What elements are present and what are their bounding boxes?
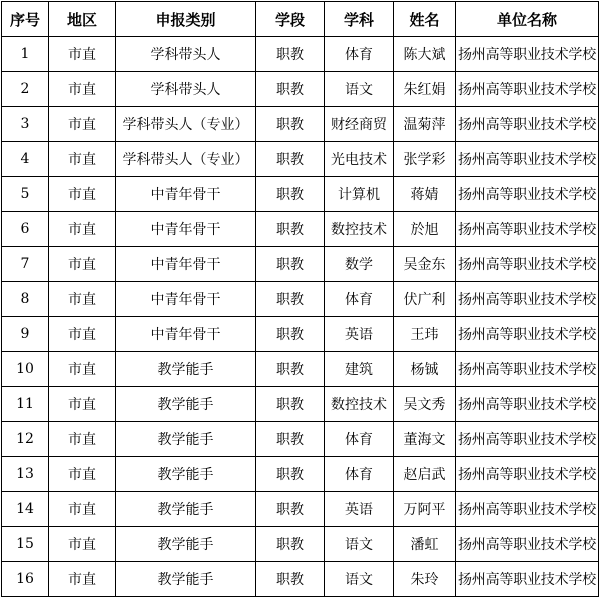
table-row (2, 317, 599, 352)
cell-category: 学科带头人 (116, 72, 256, 107)
cell-index: 11 (2, 387, 49, 422)
cell-category: 中青年骨干 (116, 247, 256, 282)
cell-subject: 计算机 (325, 177, 394, 212)
cell-index: 13 (2, 457, 49, 492)
header-unit: 单位名称 (456, 2, 599, 37)
cell-index: 16 (2, 562, 49, 597)
cell-index: 7 (2, 247, 49, 282)
cell-unit: 扬州高等职业技术学校 (456, 457, 599, 492)
cell-stage: 职教 (256, 247, 325, 282)
cell-stage: 职教 (256, 37, 325, 72)
cell-region: 市直 (49, 562, 116, 597)
cell-subject: 语文 (325, 72, 394, 107)
roster-table (1, 1, 599, 597)
table-row (2, 72, 599, 107)
cell-stage: 职教 (256, 72, 325, 107)
cell-stage: 职教 (256, 142, 325, 177)
cell-unit: 扬州高等职业技术学校 (456, 422, 599, 457)
cell-region: 市直 (49, 247, 116, 282)
cell-stage: 职教 (256, 282, 325, 317)
table-row (2, 107, 599, 142)
cell-stage: 职教 (256, 107, 325, 142)
table-row (2, 247, 599, 282)
table-body (2, 37, 599, 597)
cell-index: 9 (2, 317, 49, 352)
cell-unit: 扬州高等职业技术学校 (456, 177, 599, 212)
table-row (2, 562, 599, 597)
cell-subject: 语文 (325, 562, 394, 597)
cell-index: 12 (2, 422, 49, 457)
cell-region: 市直 (49, 492, 116, 527)
cell-region: 市直 (49, 527, 116, 562)
cell-region: 市直 (49, 422, 116, 457)
table-row (2, 422, 599, 457)
cell-stage: 职教 (256, 177, 325, 212)
table-header (2, 2, 599, 37)
cell-category: 中青年骨干 (116, 317, 256, 352)
table-row (2, 142, 599, 177)
cell-unit: 扬州高等职业技术学校 (456, 72, 599, 107)
header-name: 姓名 (394, 2, 456, 37)
cell-name: 张学彩 (394, 142, 456, 177)
table-row (2, 527, 599, 562)
cell-subject: 语文 (325, 527, 394, 562)
header-region: 地区 (49, 2, 116, 37)
cell-unit: 扬州高等职业技术学校 (456, 317, 599, 352)
cell-index: 14 (2, 492, 49, 527)
cell-region: 市直 (49, 37, 116, 72)
cell-subject: 体育 (325, 422, 394, 457)
cell-stage: 职教 (256, 212, 325, 247)
cell-category: 教学能手 (116, 457, 256, 492)
cell-unit: 扬州高等职业技术学校 (456, 142, 599, 177)
cell-unit: 扬州高等职业技术学校 (456, 352, 599, 387)
header-category: 申报类别 (116, 2, 256, 37)
cell-stage: 职教 (256, 457, 325, 492)
cell-category: 中青年骨干 (116, 177, 256, 212)
cell-region: 市直 (49, 107, 116, 142)
cell-category: 学科带头人（专业） (116, 107, 256, 142)
cell-subject: 体育 (325, 282, 394, 317)
table-row (2, 457, 599, 492)
cell-name: 於旭 (394, 212, 456, 247)
cell-subject: 数学 (325, 247, 394, 282)
table-row (2, 37, 599, 72)
cell-unit: 扬州高等职业技术学校 (456, 387, 599, 422)
cell-region: 市直 (49, 457, 116, 492)
header-subject: 学科 (325, 2, 394, 37)
cell-unit: 扬州高等职业技术学校 (456, 247, 599, 282)
table-row (2, 212, 599, 247)
cell-category: 中青年骨干 (116, 282, 256, 317)
cell-index: 6 (2, 212, 49, 247)
header-index: 序号 (2, 2, 49, 37)
cell-name: 陈大斌 (394, 37, 456, 72)
cell-name: 潘虹 (394, 527, 456, 562)
cell-subject: 英语 (325, 492, 394, 527)
cell-name: 朱玲 (394, 562, 456, 597)
cell-subject: 数控技术 (325, 212, 394, 247)
cell-category: 教学能手 (116, 562, 256, 597)
cell-unit: 扬州高等职业技术学校 (456, 282, 599, 317)
cell-region: 市直 (49, 72, 116, 107)
cell-name: 董海文 (394, 422, 456, 457)
cell-index: 15 (2, 527, 49, 562)
table-row (2, 492, 599, 527)
cell-category: 教学能手 (116, 492, 256, 527)
header-stage: 学段 (256, 2, 325, 37)
cell-index: 10 (2, 352, 49, 387)
table-row (2, 352, 599, 387)
cell-category: 中青年骨干 (116, 212, 256, 247)
cell-unit: 扬州高等职业技术学校 (456, 107, 599, 142)
cell-name: 朱红娟 (394, 72, 456, 107)
cell-stage: 职教 (256, 422, 325, 457)
cell-stage: 职教 (256, 352, 325, 387)
cell-stage: 职教 (256, 527, 325, 562)
cell-unit: 扬州高等职业技术学校 (456, 562, 599, 597)
cell-subject: 建筑 (325, 352, 394, 387)
cell-subject: 体育 (325, 37, 394, 72)
cell-category: 教学能手 (116, 352, 256, 387)
cell-name: 王玮 (394, 317, 456, 352)
cell-name: 万阿平 (394, 492, 456, 527)
cell-region: 市直 (49, 387, 116, 422)
table-row (2, 387, 599, 422)
cell-name: 温菊萍 (394, 107, 456, 142)
cell-subject: 财经商贸 (325, 107, 394, 142)
cell-region: 市直 (49, 317, 116, 352)
table-row (2, 177, 599, 212)
cell-name: 吴文秀 (394, 387, 456, 422)
cell-category: 学科带头人 (116, 37, 256, 72)
table-row (2, 282, 599, 317)
cell-unit: 扬州高等职业技术学校 (456, 527, 599, 562)
cell-index: 2 (2, 72, 49, 107)
cell-stage: 职教 (256, 562, 325, 597)
cell-subject: 光电技术 (325, 142, 394, 177)
cell-category: 教学能手 (116, 527, 256, 562)
header-row (2, 2, 599, 37)
cell-unit: 扬州高等职业技术学校 (456, 212, 599, 247)
cell-subject: 数控技术 (325, 387, 394, 422)
cell-category: 教学能手 (116, 422, 256, 457)
cell-stage: 职教 (256, 387, 325, 422)
cell-region: 市直 (49, 352, 116, 387)
cell-subject: 英语 (325, 317, 394, 352)
cell-stage: 职教 (256, 492, 325, 527)
cell-category: 学科带头人（专业） (116, 142, 256, 177)
cell-index: 5 (2, 177, 49, 212)
cell-name: 赵启武 (394, 457, 456, 492)
cell-name: 杨铖 (394, 352, 456, 387)
cell-name: 伏广利 (394, 282, 456, 317)
cell-region: 市直 (49, 212, 116, 247)
cell-name: 吴金东 (394, 247, 456, 282)
cell-region: 市直 (49, 282, 116, 317)
cell-region: 市直 (49, 142, 116, 177)
cell-unit: 扬州高等职业技术学校 (456, 37, 599, 72)
cell-region: 市直 (49, 177, 116, 212)
cell-index: 3 (2, 107, 49, 142)
cell-unit: 扬州高等职业技术学校 (456, 492, 599, 527)
cell-stage: 职教 (256, 317, 325, 352)
cell-subject: 体育 (325, 457, 394, 492)
cell-index: 8 (2, 282, 49, 317)
cell-category: 教学能手 (116, 387, 256, 422)
cell-name: 蒋婧 (394, 177, 456, 212)
cell-index: 1 (2, 37, 49, 72)
cell-index: 4 (2, 142, 49, 177)
